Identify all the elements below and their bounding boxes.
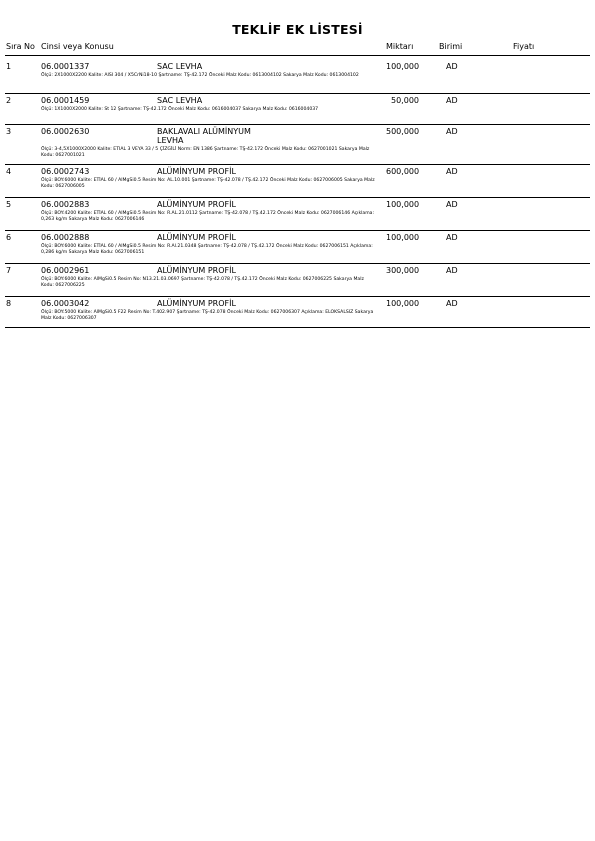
material-code: 06.0002888 xyxy=(41,233,90,242)
document-title: TEKLİF EK LİSTESİ xyxy=(232,22,363,37)
unit: AD xyxy=(446,233,458,242)
unit: AD xyxy=(446,299,458,308)
material-detail: Ölçü: BOY:6000 Kalite: AlMgSi0.5 Resim No: N13.21.03.0697 Şartname: TŞ-42.078 / TŞ.42.172 Önceki Malz Kodu: 0627006225 Sakarya Malz Kodu: 0627006225 xyxy=(41,277,364,288)
unit: AD xyxy=(446,96,458,105)
row-number: 3 xyxy=(6,127,12,136)
quantity: 100,000 xyxy=(386,299,420,308)
material-code: 06.0002630 xyxy=(41,127,90,136)
quantity: 300,000 xyxy=(386,266,420,275)
quantity: 100,000 xyxy=(386,62,420,71)
header-rule xyxy=(5,55,590,56)
material-name: ALÜMİNYUM PROFİL xyxy=(157,200,236,209)
row-separator xyxy=(5,296,590,297)
material-detail: Ölçü: BOY:6000 Kalite: ETİAL 60 / AlMgSi0.5 Resim No: R.Al.21.0348 Şartname: TŞ-42.078 / TŞ.42.172 Önceki Malz Kodu: 0627006151 Açıklama: 0,286 kg/m Sakarya Malz Kodu: 0627006151 xyxy=(41,244,373,255)
material-name: SAC LEVHA xyxy=(157,62,203,71)
row-separator xyxy=(5,230,590,231)
quantity: 500,000 xyxy=(386,127,420,136)
column-header-unit: Birimi xyxy=(439,42,463,51)
material-detail: Ölçü: BOY:5000 Kalite: AlMgSi0.5 F22 Resim No: T.402.907 Şartname: TŞ-42.078 Önceki Malz Kodu: 0627006307 Açıklama: ELOKSALSIZ Sakarya Malz Kodu: 0627006307 xyxy=(41,310,374,321)
column-header-qty: Miktarı xyxy=(386,42,414,51)
column-header-no: Sıra No xyxy=(6,42,35,51)
row-number: 6 xyxy=(6,233,12,242)
row-separator xyxy=(5,327,590,328)
unit: AD xyxy=(446,127,458,136)
row-number: 4 xyxy=(6,167,12,176)
material-code: 06.0003042 xyxy=(41,299,90,308)
material-name: ALÜMİNYUM PROFİL xyxy=(157,233,236,242)
material-detail: Ölçü: BOY:6000 Kalite: ETİAL 60 / AlMgSi0.5 Resim No: AL.10.001 Şartname: TŞ-42.078 / TŞ.42.172 Önceki Malz Kodu: 0627006005 Sakarya Malz Kodu: 0627006005 xyxy=(41,178,375,189)
column-header-name: Cinsi veya Konusu xyxy=(41,42,114,51)
row-number: 2 xyxy=(6,96,12,105)
unit: AD xyxy=(446,266,458,275)
material-code: 06.0001337 xyxy=(41,62,90,71)
quantity: 100,000 xyxy=(386,233,420,242)
material-detail: Ölçü: 3-4,5X1000X2000 Kalite: ETIAL 3 VEYA 33 / 5 ÇİZGİLİ Norm: EN 1386 Şartname: TŞ-42.172 Önceki Malz Kodu: 0627001021 Sakarya Malz Kodu: 0627001021 xyxy=(41,147,370,158)
material-name: ALÜMİNYUM PROFİL xyxy=(157,266,236,275)
table-header xyxy=(0,40,595,56)
material-name: ALÜMİNYUM PROFİL xyxy=(157,299,236,308)
material-name: SAC LEVHA xyxy=(157,96,203,105)
row-separator xyxy=(5,164,590,165)
material-detail: Ölçü: 2X1000X2200 Kalite: AISI 304 / X5CrNi18-10 Şartname: TŞ-42.172 Önceki Malz Kodu: 0613004102 Sakarya Malz Kodu: 0613004102 xyxy=(41,73,359,78)
row-number: 1 xyxy=(6,62,12,71)
unit: AD xyxy=(446,62,458,71)
quantity: 600,000 xyxy=(386,167,420,176)
unit: AD xyxy=(446,167,458,176)
row-separator xyxy=(5,197,590,198)
material-name: ALÜMİNYUM PROFİL xyxy=(157,167,236,176)
column-header-price: Fiyatı xyxy=(513,42,535,51)
row-separator xyxy=(5,263,590,264)
row-separator xyxy=(5,93,590,94)
material-code: 06.0001459 xyxy=(41,96,90,105)
row-number: 8 xyxy=(6,299,12,308)
material-code: 06.0002743 xyxy=(41,167,90,176)
row-separator xyxy=(5,124,590,125)
quantity: 100,000 xyxy=(386,200,420,209)
material-code: 06.0002883 xyxy=(41,200,90,209)
material-detail: Ölçü: 1X1000X2000 Kalite: St 12 Şartname: TŞ-42.172 Önceki Malz Kodu: 0616004037 Sakarya Malz Kodu: 0616004037 xyxy=(41,107,319,112)
row-number: 5 xyxy=(6,200,12,209)
material-detail: Ölçü: BOY:4200 Kalite: ETİAL 60 / AlMgSi0.5 Resim No: R.AL.21.0112 Şartname: TŞ-42.078 / TŞ.42.172 Önceki Malz Kodu: 0627006146 Açıklama: 0,263 kg/m Sakarya Malz Kodu: 0627006146 xyxy=(41,211,375,222)
unit: AD xyxy=(446,200,458,209)
material-name: BAKLAVALI ALÜMİNYUM LEVHA xyxy=(157,127,251,145)
row-number: 7 xyxy=(6,266,12,275)
quantity: 50,000 xyxy=(391,96,419,105)
material-code: 06.0002961 xyxy=(41,266,90,275)
